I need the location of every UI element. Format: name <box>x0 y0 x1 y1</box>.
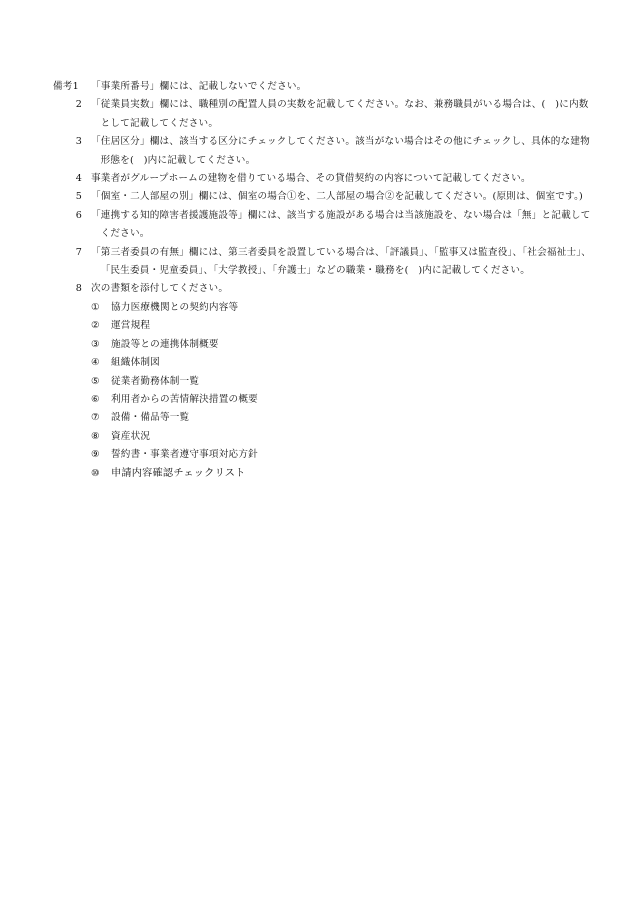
attachment-number: ⑧ <box>91 430 100 442</box>
attachment-text: 協力医療機関との契約内容等 <box>111 301 239 313</box>
note-text: 「第三者委員の有無」欄には、第三者委員を設置している場合は、「評議員」、「監事又は監査役」、「社会福祉士」、「民生委員・児童委員」、「大学教授」、「弁護士」などの職業・職務を( )内に記載してください。 <box>91 246 592 277</box>
note-text: 事業者がグループホームの建物を借りている場合、その貸借契約の内容について記載してください。 <box>91 173 531 185</box>
note-text: 「個室・二人部屋の別」欄には、個室の場合①を、二人部屋の場合②を記載してください。(原則は、個室です。) <box>91 191 584 203</box>
attachment-text: 組織体制図 <box>111 357 160 369</box>
attachment-number: ① <box>91 301 100 313</box>
note-item-2 <box>53 96 593 133</box>
attachment-text: 設備・備品等一覧 <box>111 412 190 424</box>
note-number: 8 <box>75 283 82 295</box>
attachment-item <box>53 373 593 391</box>
attachment-item <box>53 336 593 354</box>
note-item-6 <box>53 207 593 244</box>
note-item-7 <box>53 244 593 281</box>
note-number: 1 <box>72 81 79 92</box>
attachment-item <box>53 317 593 335</box>
attachment-text: 従業者勤務体制一覧 <box>111 375 200 387</box>
attachment-text: 誓約書・事業者遵守事項対応方針 <box>111 449 258 461</box>
note-text: 「事業所番号」欄には、記載しないでください。 <box>91 81 307 92</box>
note-item-8 <box>53 280 593 298</box>
attachment-item <box>53 409 593 427</box>
attachment-number: ⑨ <box>91 449 100 461</box>
note-number: 2 <box>75 99 82 111</box>
attachment-item <box>53 428 593 446</box>
attachment-text: 運営規程 <box>111 320 151 332</box>
note-text: 「従業員実数」欄には、職種別の配置人員の実数を記載してください。なお、兼務職員がいる場合は、( )に内数として記載してください。 <box>91 99 589 129</box>
note-item-5 <box>53 188 593 206</box>
attachment-item <box>53 354 593 372</box>
attachment-number: ⑦ <box>91 412 100 424</box>
attachment-number: ③ <box>91 338 100 350</box>
attachment-number: ⑤ <box>91 375 100 387</box>
remarks-prefix: 備考 <box>53 81 73 92</box>
attachment-list <box>53 299 593 483</box>
attachment-number: ② <box>91 320 100 332</box>
note-item-4 <box>53 170 593 188</box>
note-item-3 <box>53 133 593 170</box>
attachment-number: ⑥ <box>91 393 100 405</box>
attachment-text: 資産状況 <box>111 430 151 442</box>
note-number: 5 <box>75 191 82 203</box>
attachment-item <box>53 299 593 317</box>
attachment-item <box>53 446 593 464</box>
note-number: 4 <box>75 173 82 185</box>
attachment-item <box>53 465 593 483</box>
attachment-item <box>53 391 593 409</box>
attachment-text: 施設等との連携体制概要 <box>111 338 219 350</box>
attachment-text: 申請内容確認チェックリスト <box>111 467 246 479</box>
attachment-number: ④ <box>91 357 100 369</box>
note-number: 6 <box>75 209 82 221</box>
remarks-section <box>53 78 593 483</box>
attachment-number: ⑩ <box>91 467 100 479</box>
note-text: 「住居区分」欄は、該当する区分にチェックしてください。該当がない場合はその他にチェックし、具体的な建物形態を( )内に記載してください。 <box>91 136 590 166</box>
note-text: 次の書類を添付してください。 <box>91 283 229 295</box>
note-text: 「連携する知的障害者援護施設等」欄には、該当する施設がある場合は当該施設を、ない場合は「無」と記載してください。 <box>91 209 591 240</box>
attachment-text: 利用者からの苦情解決措置の概要 <box>111 393 258 405</box>
note-number: 3 <box>75 136 82 148</box>
note-number: 7 <box>75 246 82 258</box>
note-item-1 <box>53 78 593 96</box>
